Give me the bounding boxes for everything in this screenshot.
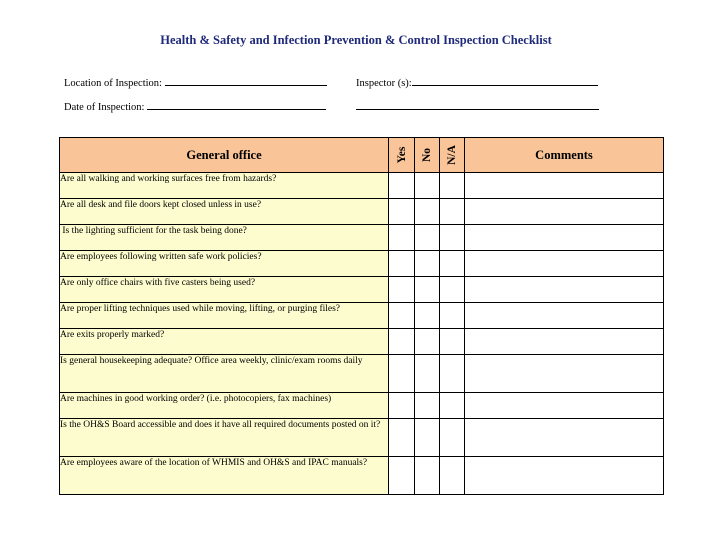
na-checkbox[interactable] xyxy=(440,355,465,393)
question-cell: Is the OH&S Board accessible and does it have all required documents posted on it? xyxy=(60,419,389,457)
na-checkbox[interactable] xyxy=(440,277,465,303)
question-cell: Are proper lifting techniques used while moving, lifting, or purging files? xyxy=(60,303,389,329)
no-checkbox[interactable] xyxy=(415,329,440,355)
na-checkbox[interactable] xyxy=(440,173,465,199)
table-row xyxy=(60,277,664,303)
question-cell: Is general housekeeping adequate? Office area weekly, clinic/exam rooms daily xyxy=(60,355,389,393)
comments-cell[interactable] xyxy=(465,355,664,393)
table-row xyxy=(60,199,664,225)
inspector-input-line[interactable] xyxy=(412,76,598,86)
location-input-line[interactable] xyxy=(165,76,327,86)
no-checkbox[interactable] xyxy=(415,355,440,393)
date-label: Date of Inspection: xyxy=(64,102,145,113)
yes-column-header: Yes xyxy=(389,138,415,173)
yes-checkbox[interactable] xyxy=(389,303,415,329)
comments-cell[interactable] xyxy=(465,419,664,457)
yes-checkbox[interactable] xyxy=(389,419,415,457)
no-column-header: No xyxy=(415,138,440,173)
yes-checkbox[interactable] xyxy=(389,173,415,199)
table-row xyxy=(60,173,664,199)
na-checkbox[interactable] xyxy=(440,199,465,225)
no-checkbox[interactable] xyxy=(415,419,440,457)
table-row xyxy=(60,355,664,393)
yes-checkbox[interactable] xyxy=(389,199,415,225)
yes-checkbox[interactable] xyxy=(389,329,415,355)
na-checkbox[interactable] xyxy=(440,419,465,457)
question-cell: Are employees following written safe work policies? xyxy=(60,251,389,277)
comments-cell[interactable] xyxy=(465,251,664,277)
comments-cell[interactable] xyxy=(465,393,664,419)
comments-cell[interactable] xyxy=(465,329,664,355)
table-row xyxy=(60,419,664,457)
location-label: Location of Inspection: xyxy=(64,78,162,89)
no-checkbox[interactable] xyxy=(415,251,440,277)
na-checkbox[interactable] xyxy=(440,225,465,251)
question-cell: Are all walking and working surfaces free from hazards? xyxy=(60,173,389,199)
na-checkbox[interactable] xyxy=(440,329,465,355)
question-cell: Are all desk and file doors kept closed unless in use? xyxy=(60,199,389,225)
table-row xyxy=(60,303,664,329)
location-field xyxy=(64,76,327,89)
no-checkbox[interactable] xyxy=(415,393,440,419)
table-row xyxy=(60,393,664,419)
no-checkbox[interactable] xyxy=(415,303,440,329)
date-input-line[interactable] xyxy=(147,100,326,110)
na-checkbox[interactable] xyxy=(440,393,465,419)
question-cell: Are employees aware of the location of WHMIS and OH&S and IPAC manuals? xyxy=(60,457,389,495)
na-checkbox[interactable] xyxy=(440,457,465,495)
na-column-header: N/A xyxy=(440,138,465,173)
no-checkbox[interactable] xyxy=(415,277,440,303)
inspection-table xyxy=(59,137,664,495)
extra-input-line[interactable] xyxy=(356,100,599,110)
no-checkbox[interactable] xyxy=(415,457,440,495)
yes-checkbox[interactable] xyxy=(389,225,415,251)
no-checkbox[interactable] xyxy=(415,199,440,225)
question-cell: Are only office chairs with five casters being used? xyxy=(60,277,389,303)
comments-cell[interactable] xyxy=(465,277,664,303)
table-row xyxy=(60,225,664,251)
comments-column-header: Comments xyxy=(465,138,664,173)
document-title: Health & Safety and Infection Prevention & Control Inspection Checklist xyxy=(160,33,552,47)
question-cell: Are machines in good working order? (i.e. photocopiers, fax machines) xyxy=(60,393,389,419)
no-checkbox[interactable] xyxy=(415,173,440,199)
table-row xyxy=(60,457,664,495)
inspector-field xyxy=(356,76,598,89)
table-header-row xyxy=(60,138,664,173)
yes-checkbox[interactable] xyxy=(389,393,415,419)
comments-cell[interactable] xyxy=(465,225,664,251)
na-checkbox[interactable] xyxy=(440,303,465,329)
date-field xyxy=(64,100,326,113)
table-row xyxy=(60,251,664,277)
no-checkbox[interactable] xyxy=(415,225,440,251)
question-cell: Is the lighting sufficient for the task being done? xyxy=(60,225,389,251)
yes-checkbox[interactable] xyxy=(389,355,415,393)
inspector-label: Inspector (s): xyxy=(356,78,412,89)
extra-field xyxy=(356,100,599,113)
comments-cell[interactable] xyxy=(465,457,664,495)
comments-cell[interactable] xyxy=(465,199,664,225)
yes-checkbox[interactable] xyxy=(389,277,415,303)
yes-checkbox[interactable] xyxy=(389,251,415,277)
yes-checkbox[interactable] xyxy=(389,457,415,495)
table-row xyxy=(60,329,664,355)
comments-cell[interactable] xyxy=(465,173,664,199)
comments-cell[interactable] xyxy=(465,303,664,329)
section-header: General office xyxy=(60,138,389,173)
na-checkbox[interactable] xyxy=(440,251,465,277)
question-cell: Are exits properly marked? xyxy=(60,329,389,355)
